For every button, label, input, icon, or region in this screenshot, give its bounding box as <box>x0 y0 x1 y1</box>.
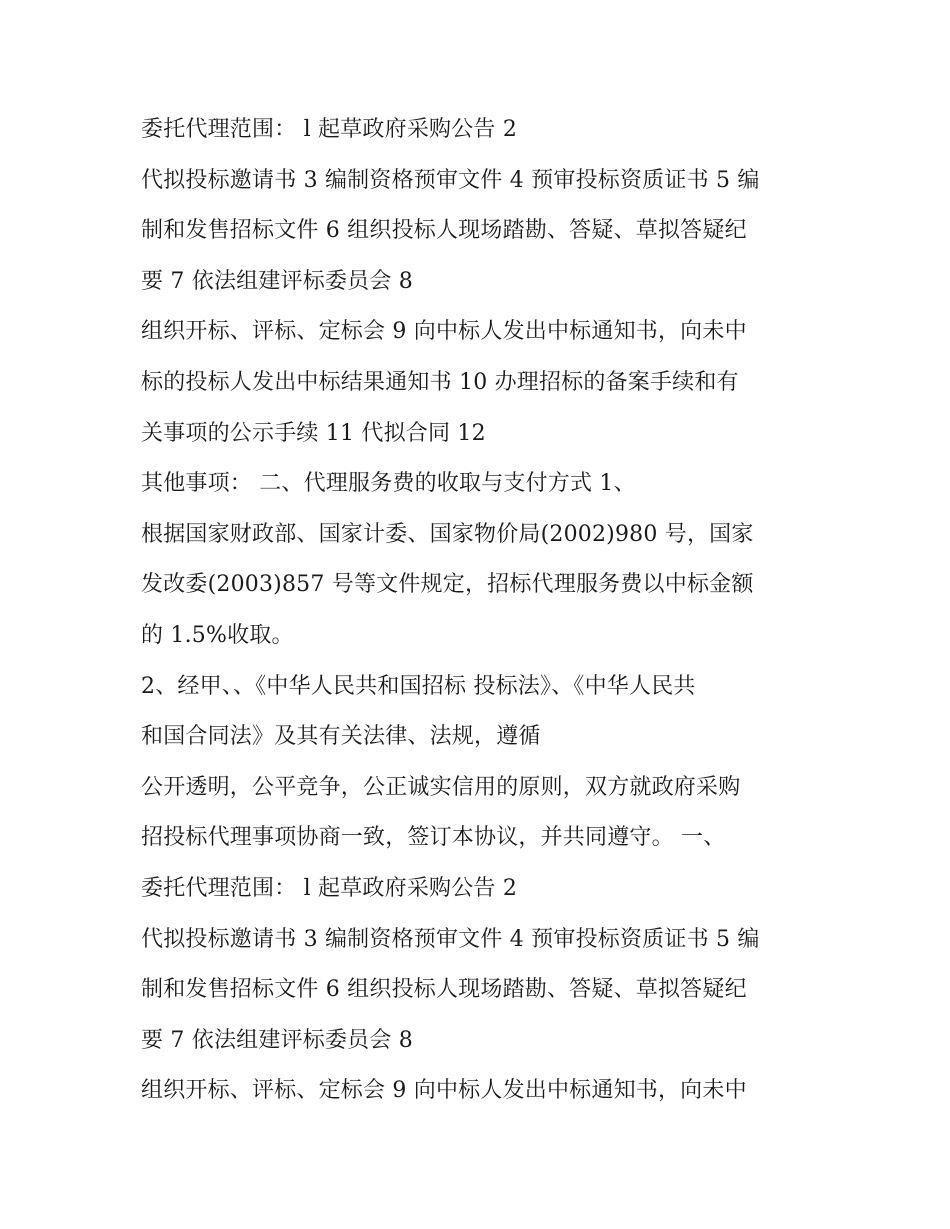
text-line: 委托代理范围： l 起草政府采购公告 2 <box>141 117 518 142</box>
document-body <box>141 105 821 1117</box>
text-line: 和国合同法》及其有关法律、法规，遵循 <box>141 724 541 750</box>
text-line: 委托代理范围： l 起草政府采购公告 2 <box>141 875 518 901</box>
text-line: 代拟投标邀请书 3 编制资格预审文件 4 预审投标资质证书 5 编 <box>141 926 760 952</box>
text-line: 2、经甲、、《中华人民共和国招标 投标法》、《中华人民共 <box>141 673 696 699</box>
text-line: 制和发售招标文件 6 组织投标人现场踏勘、答疑、草拟答疑纪 <box>141 977 747 1003</box>
text-line: 要 7 依法组建评标委员会 8 <box>141 268 413 294</box>
text-line: 要 7 依法组建评标委员会 8 <box>141 1027 413 1053</box>
text-line: 组织开标、评标、定标会 9 向中标人发出中标通知书，向未中 <box>141 1078 747 1104</box>
text-line: 招投标代理事项协商一致，签订本协议，并共同遵守。 一、 <box>141 825 726 851</box>
text-line: 代拟投标邀请书 3 编制资格预审文件 4 预审投标资质证书 5 编 <box>141 167 760 193</box>
text-line: 制和发售招标文件 6 组织投标人现场踏勘、答疑、草拟答疑纪 <box>141 218 747 244</box>
text-line: 标的投标人发出中标结果通知书 10 办理招标的备案手续和有 <box>141 369 739 395</box>
text-line: 组织开标、评标、定标会 9 向中标人发出中标通知书，向未中 <box>141 319 747 345</box>
text-line: 关事项的公示手续 11 代拟合同 12 <box>141 420 486 446</box>
text-line: 公开透明，公平竞争，公正诚实信用的原则，双方就政府采购 <box>141 774 741 800</box>
text-line: 根据国家财政部、国家计委、国家物价局(2002)980 号，国家 <box>141 521 754 547</box>
text-line: 其他事项： 二、代理服务费的收取与支付方式 1、 <box>141 471 636 497</box>
text-line: 发改委(2003)857 号等文件规定，招标代理服务费以中标金额 <box>141 572 754 598</box>
text-line: 的 1.5%收取。 <box>141 622 294 648</box>
